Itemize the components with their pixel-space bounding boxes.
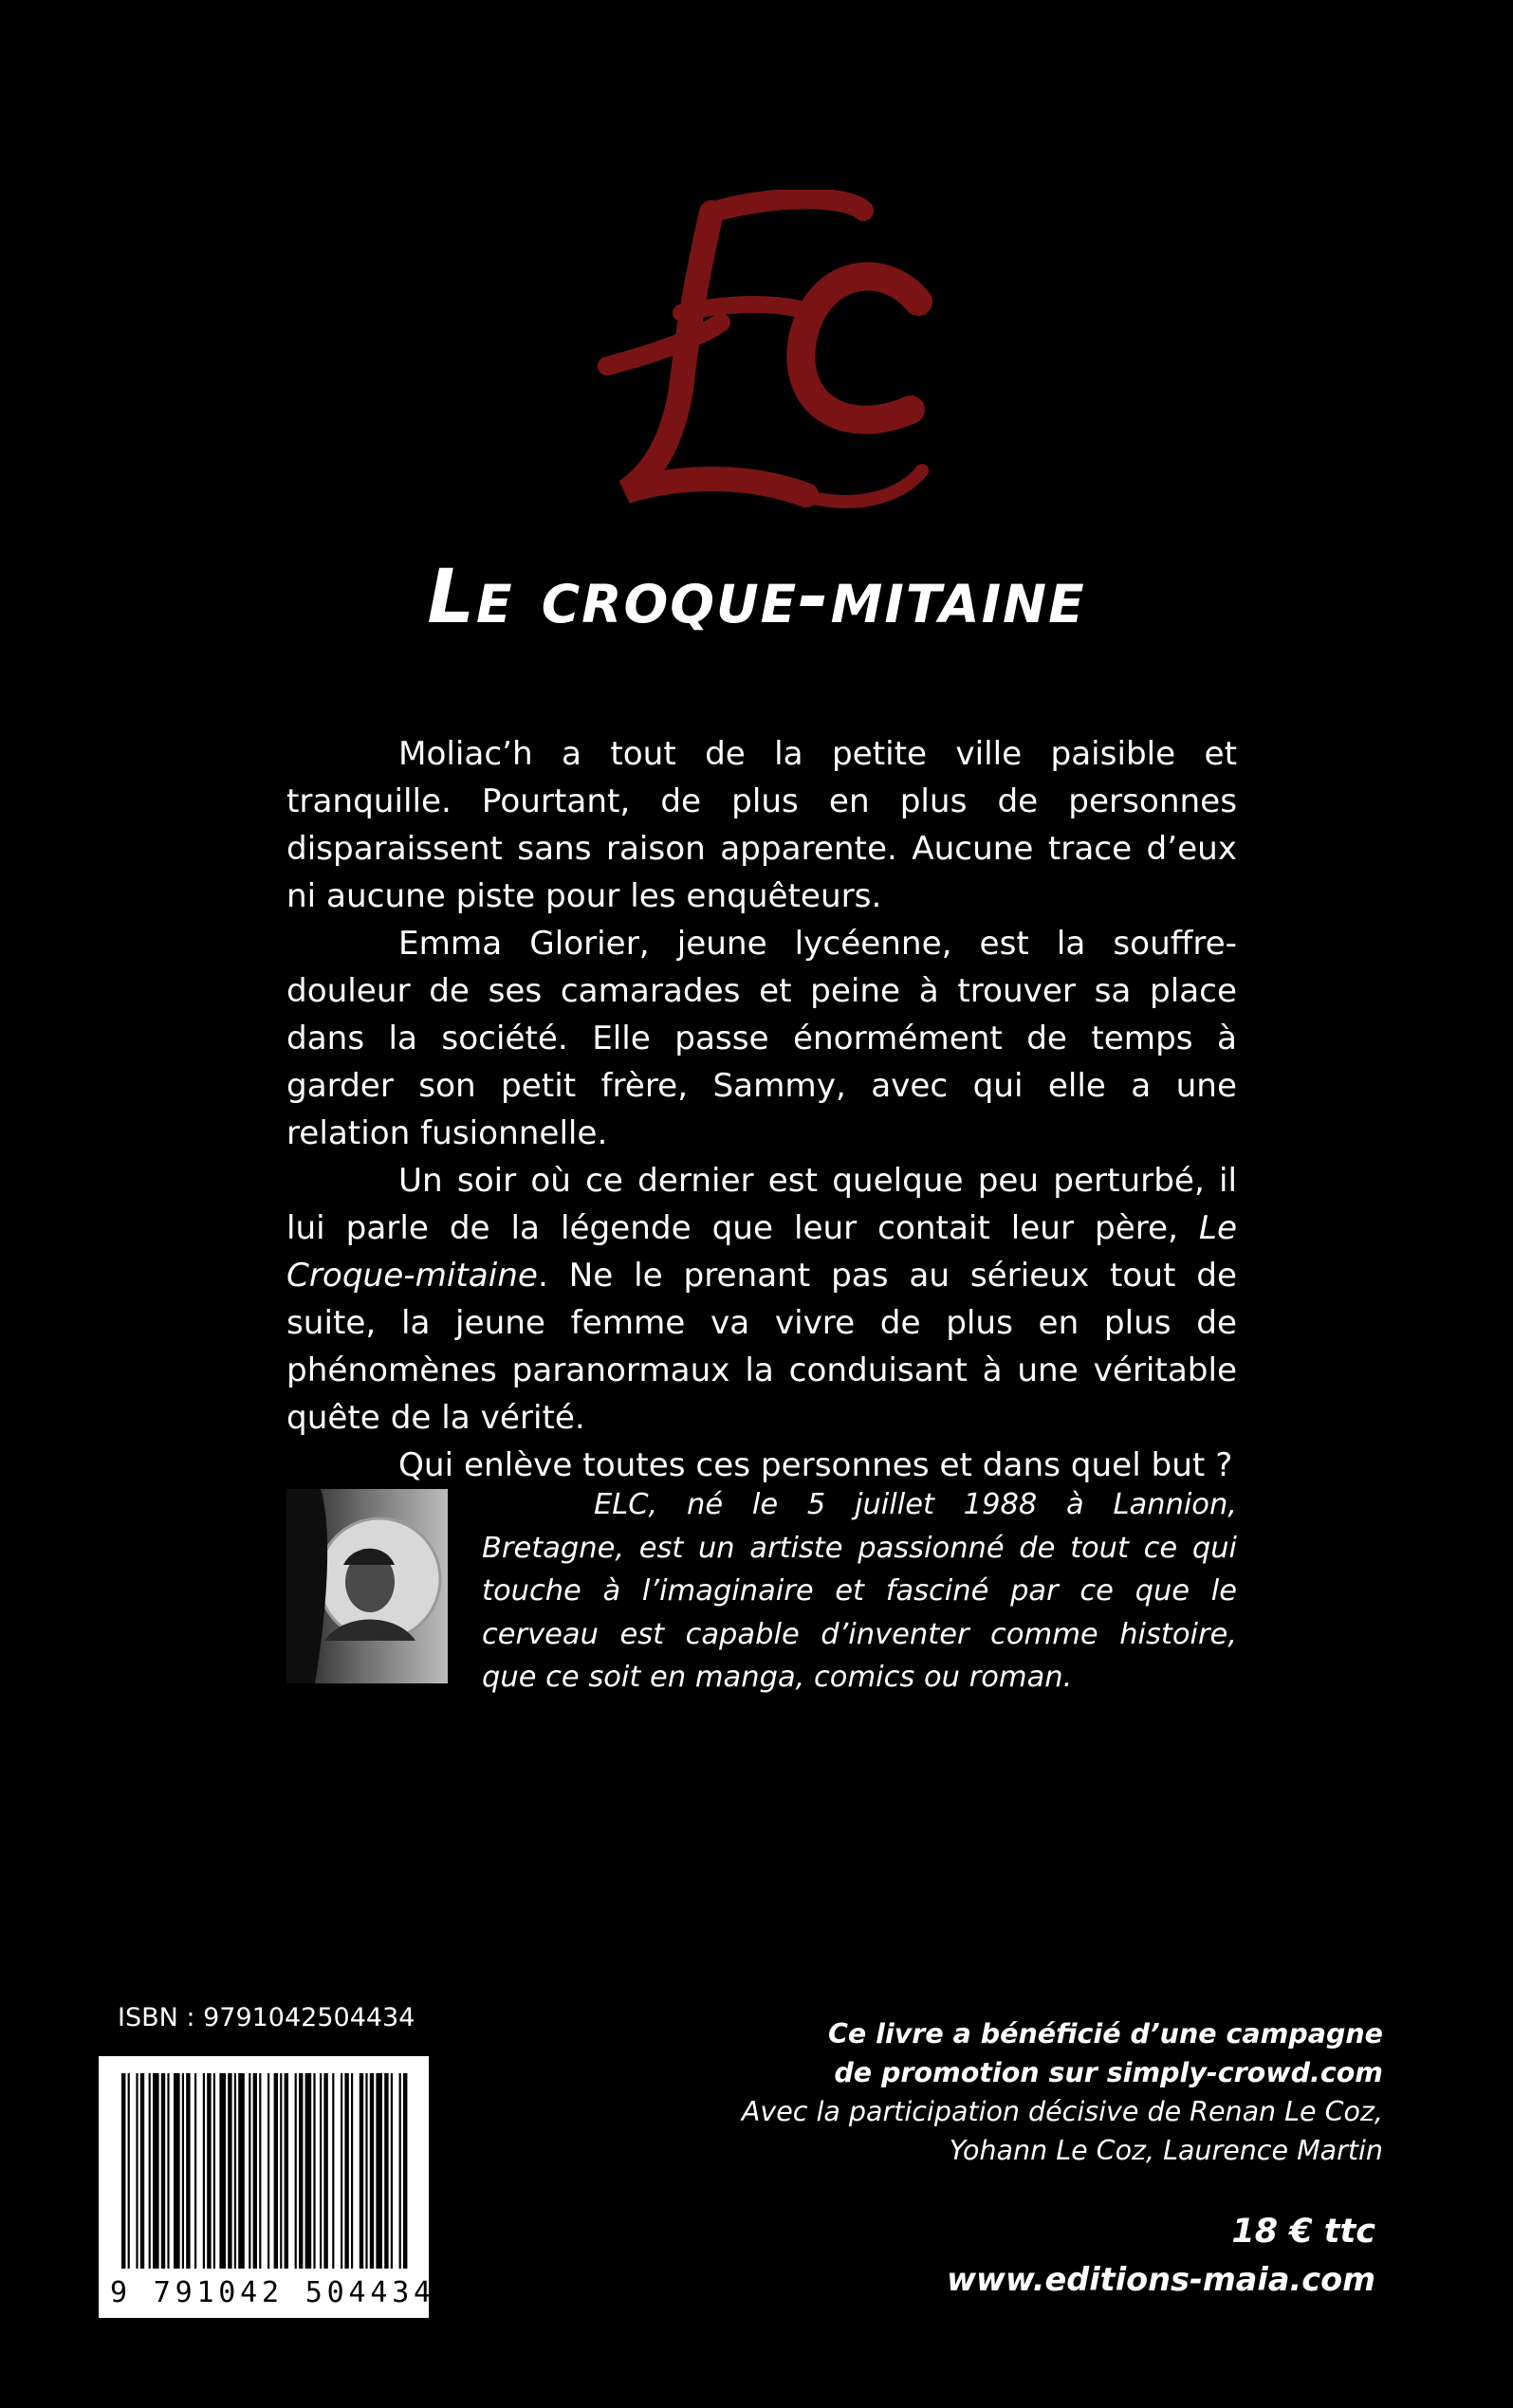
barcode bbox=[99, 2056, 435, 2318]
barcode-bar bbox=[360, 2073, 363, 2269]
barcode-bar bbox=[121, 2073, 125, 2269]
promo-line-3: Avec la participation décisive de Renan Le Coz, bbox=[741, 2096, 1383, 2127]
barcode-bar bbox=[136, 2073, 138, 2269]
author-bio bbox=[482, 1483, 1237, 1700]
barcode-bar bbox=[140, 2073, 144, 2269]
barcode-bar bbox=[249, 2073, 250, 2269]
barcode-bar bbox=[299, 2073, 303, 2269]
synopsis-paragraph-2: Emma Glorier, jeune lycéenne, est la souffre-douleur de ses camarades et peine à trouver sa place dans la société. Elle passe énormément de temps à garder son petit frère, Sammy, avec qui elle a une relation fusionnelle. bbox=[286, 925, 1237, 1152]
barcode-digits: 9 791042 504434 bbox=[110, 2276, 435, 2309]
barcode-bar bbox=[213, 2073, 215, 2269]
barcode-bar bbox=[274, 2073, 278, 2269]
barcode-bar bbox=[186, 2073, 190, 2269]
synopsis-p3-title: Le Croque-mitaine bbox=[286, 1209, 1237, 1295]
barcode-bar bbox=[238, 2073, 245, 2269]
isbn-label: ISBN : 9791042504434 bbox=[118, 2003, 415, 2032]
synopsis bbox=[286, 730, 1237, 1489]
barcode-bar bbox=[341, 2073, 342, 2269]
synopsis-p3-before: Un soir où ce dernier est quelque peu perturbé, il lui parle de la légende que leur contait leur père, bbox=[286, 1162, 1237, 1247]
barcode-bar bbox=[253, 2073, 257, 2269]
barcode-bar bbox=[228, 2073, 231, 2269]
promo-line-2: de promotion sur simply-crowd.com bbox=[834, 2057, 1383, 2088]
barcode-bar bbox=[323, 2073, 327, 2269]
synopsis-paragraph-4: Qui enlève toutes ces personnes et dans quel but ? bbox=[398, 1446, 1233, 1484]
barcode-bar bbox=[174, 2073, 180, 2269]
publisher-website: www.editions-maia.com bbox=[947, 2261, 1375, 2298]
promo-line-4: Yohann Le Coz, Laurence Martin bbox=[949, 2135, 1383, 2166]
barcode-bar bbox=[376, 2073, 382, 2269]
barcode-bar bbox=[128, 2073, 130, 2269]
promo-line-1: Ce livre a bénéficié d’une campagne bbox=[828, 2018, 1383, 2050]
book-title: Le croque-mitaine bbox=[427, 555, 1086, 640]
barcode-bar bbox=[370, 2073, 374, 2269]
barcode-bar bbox=[219, 2073, 226, 2269]
barcode-bar bbox=[320, 2073, 322, 2269]
author-bio-text: ELC, né le 5 juillet 1988 à Lannion, Bretagne, est un artiste passionné de tout ce qui touche à l’imaginaire et fasciné par ce que le cerveau est capable d’inventer comme histoire, que ce soit en manga, comics ou roman. bbox=[482, 1488, 1237, 1694]
author-photo bbox=[286, 1489, 448, 1683]
barcode-bar bbox=[167, 2073, 169, 2269]
barcode-bar bbox=[280, 2073, 282, 2269]
barcode-bar bbox=[149, 2073, 151, 2269]
barcode-bar bbox=[332, 2073, 334, 2269]
barcode-bar bbox=[203, 2073, 205, 2269]
barcode-bar bbox=[194, 2073, 196, 2269]
barcode-bar bbox=[285, 2073, 288, 2269]
synopsis-paragraph-3 bbox=[286, 1157, 1237, 1442]
synopsis-paragraph-1: Moliac’h a tout de la petite ville paisible et tranquille. Pourtant, de plus en plus de personnes disparaissent sans raison apparente. Aucune trace d’eux ni aucune piste pour les enquêteurs. bbox=[286, 735, 1237, 915]
elc-logo bbox=[569, 190, 968, 522]
barcode-bar bbox=[305, 2073, 312, 2269]
barcode-bar bbox=[153, 2073, 159, 2269]
barcode-bar bbox=[268, 2073, 269, 2269]
synopsis-p3-after: . Ne le prenant pas au sérieux tout de suite, la jeune femme va vivre de plus en plus de phénomènes paranormaux la conduisant à une véritable quête de la vérité. bbox=[286, 1257, 1237, 1437]
price: 18 € ttc bbox=[1231, 2213, 1375, 2251]
barcode-bar bbox=[207, 2073, 211, 2269]
barcode-bar bbox=[399, 2073, 401, 2269]
barcode-bar bbox=[295, 2073, 297, 2269]
barcode-bar bbox=[234, 2073, 236, 2269]
promotion-credits bbox=[529, 2014, 1383, 2170]
barcode-bar bbox=[182, 2073, 184, 2269]
barcode-bar bbox=[161, 2073, 165, 2269]
barcode-bar bbox=[391, 2073, 393, 2269]
barcode-bar bbox=[313, 2073, 315, 2269]
barcode-bar bbox=[403, 2073, 407, 2269]
barcode-bar bbox=[384, 2073, 388, 2269]
barcode-bar bbox=[351, 2073, 353, 2269]
barcode-bar bbox=[365, 2073, 367, 2269]
barcode-bar bbox=[259, 2073, 261, 2269]
barcode-bar bbox=[344, 2073, 348, 2269]
